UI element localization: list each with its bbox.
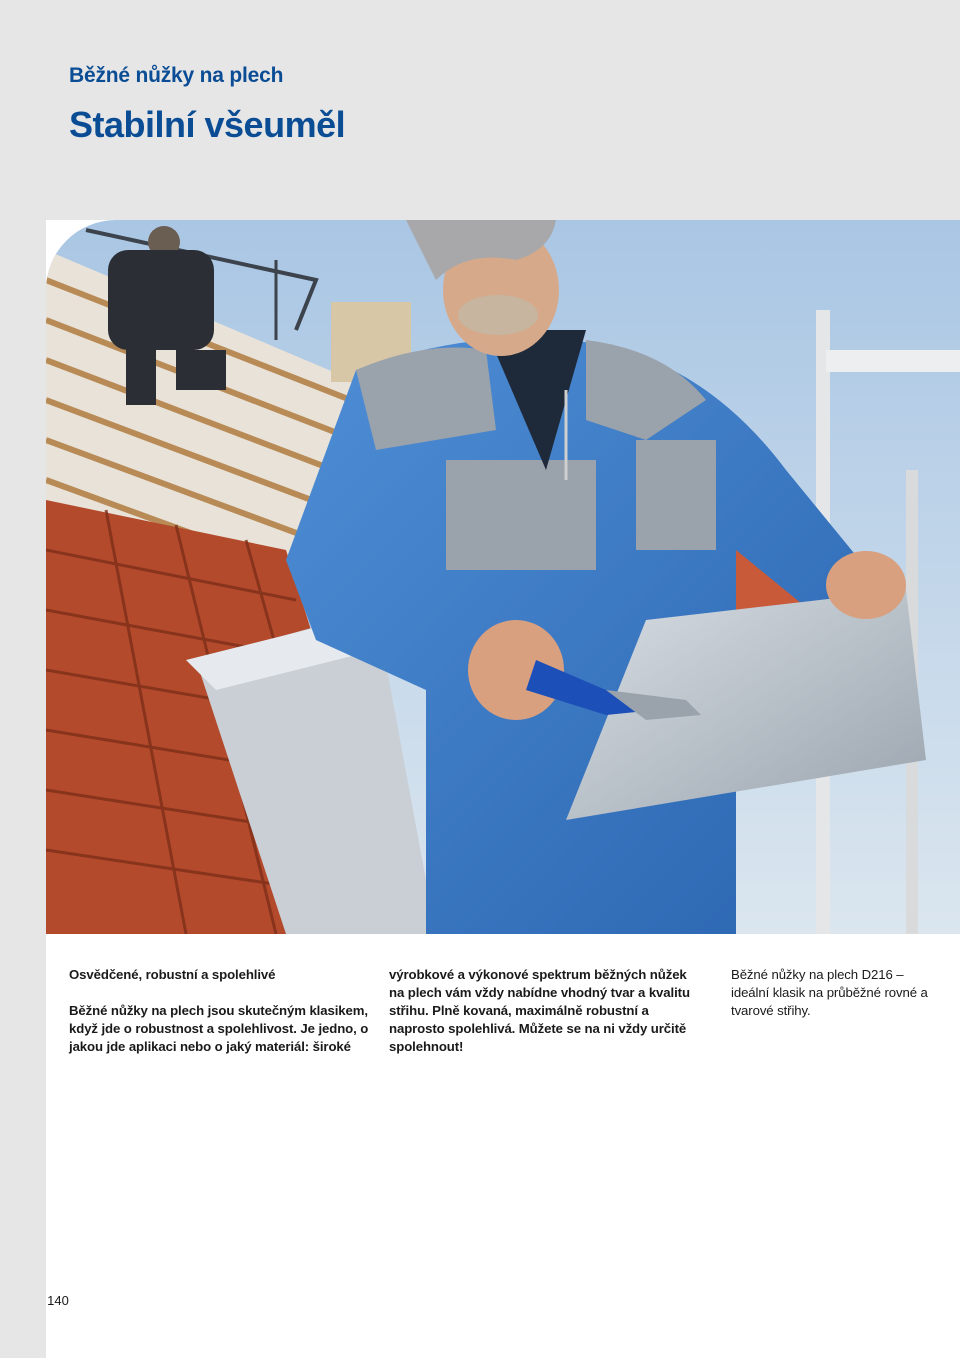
intro-lead: Osvědčené, robustní a spolehlivé <box>69 967 276 982</box>
body-text: výrobkové a výkonové spektrum běžných nůžek na plech vám vždy nabídne vhodný tvar a kvalitu střihu. Plně kovaná, maximálně robustní a naprosto spolehlivá. Můžete se na ni vždy určitě spolehnout! <box>389 967 690 1054</box>
left-margin-strip <box>0 220 46 1358</box>
section-subtitle: Běžné nůžky na plech <box>69 64 284 87</box>
body-column <box>389 966 699 1056</box>
caption-text: Běžné nůžky na plech D216 – ideální klasik na průběžné rovné a tvarové střihy. <box>731 967 928 1018</box>
intro-text: Běžné nůžky na plech jsou skutečným klasikem, když jde o robustnost a spolehlivost. Je jedno, o jakou jde aplikaci nebo o jaký materiál: široké <box>69 1003 369 1054</box>
photo-caption <box>731 966 941 1020</box>
page-number: 140 <box>46 1290 70 1312</box>
roofer-cutting-sheet-metal-photo <box>46 220 960 934</box>
page-title: Stabilní všeuměl <box>69 104 346 145</box>
intro-column <box>69 966 369 1056</box>
